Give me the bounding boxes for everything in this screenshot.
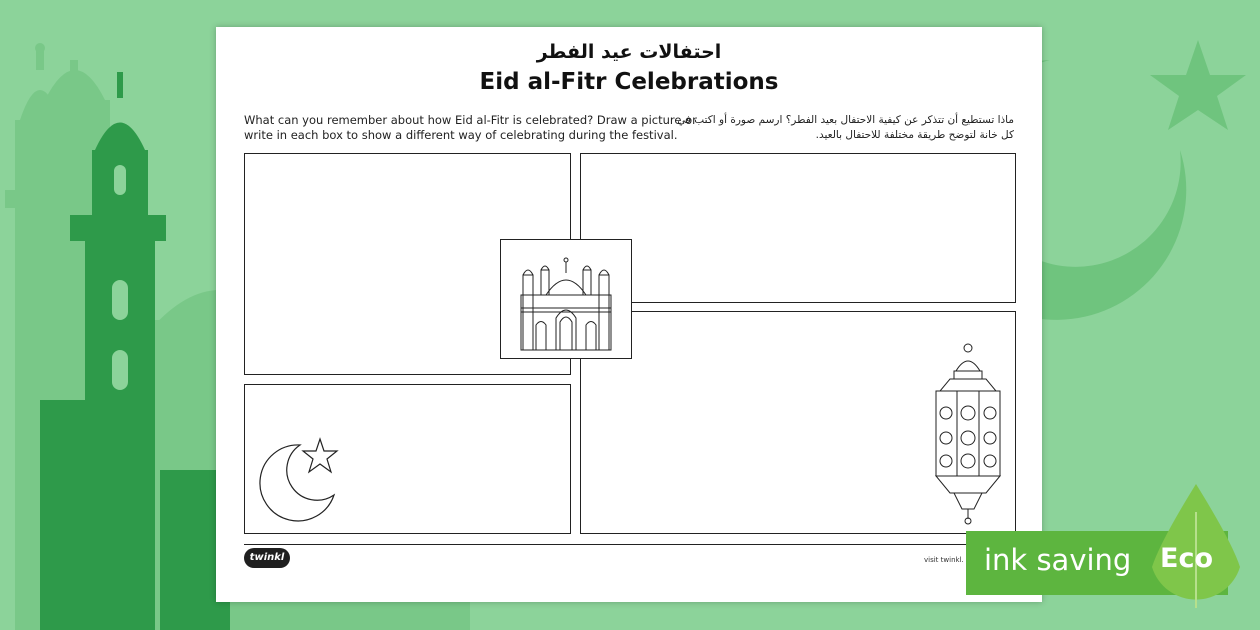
crescent-star-icon [250,435,340,525]
title-arabic: احتفالات عيد الفطر [536,41,722,63]
title-english: Eid al-Fitr Celebrations [479,69,779,95]
instructions-arabic: ماذا تستطيع أن تتذكر عن كيفية الاحتفال بعيد الفطر؟ ارسم صورة أو اكتب في كل خانة لتوضح طريقة مختلفة للاحتفال بالعيد. [677,114,1014,141]
instructions-english: What can you remember about how Eid al-Fitr is celebrated? Draw a picture or write in each box to show a different way of celebrating during the festival. [244,113,697,142]
ink-saving-label: ink saving [984,543,1132,577]
footer-url[interactable]: visit twinkl. [924,556,964,564]
worksheet-page [216,27,1042,602]
mosque-picture-frame [500,239,632,359]
drawing-box-top-right[interactable] [580,153,1016,303]
eco-badge-label: Eco [1160,543,1213,574]
lantern-icon [928,343,1008,525]
twinkl-logo[interactable]: twinkl [244,548,290,568]
mosque-icon [501,240,631,358]
footer-divider [244,544,1014,545]
